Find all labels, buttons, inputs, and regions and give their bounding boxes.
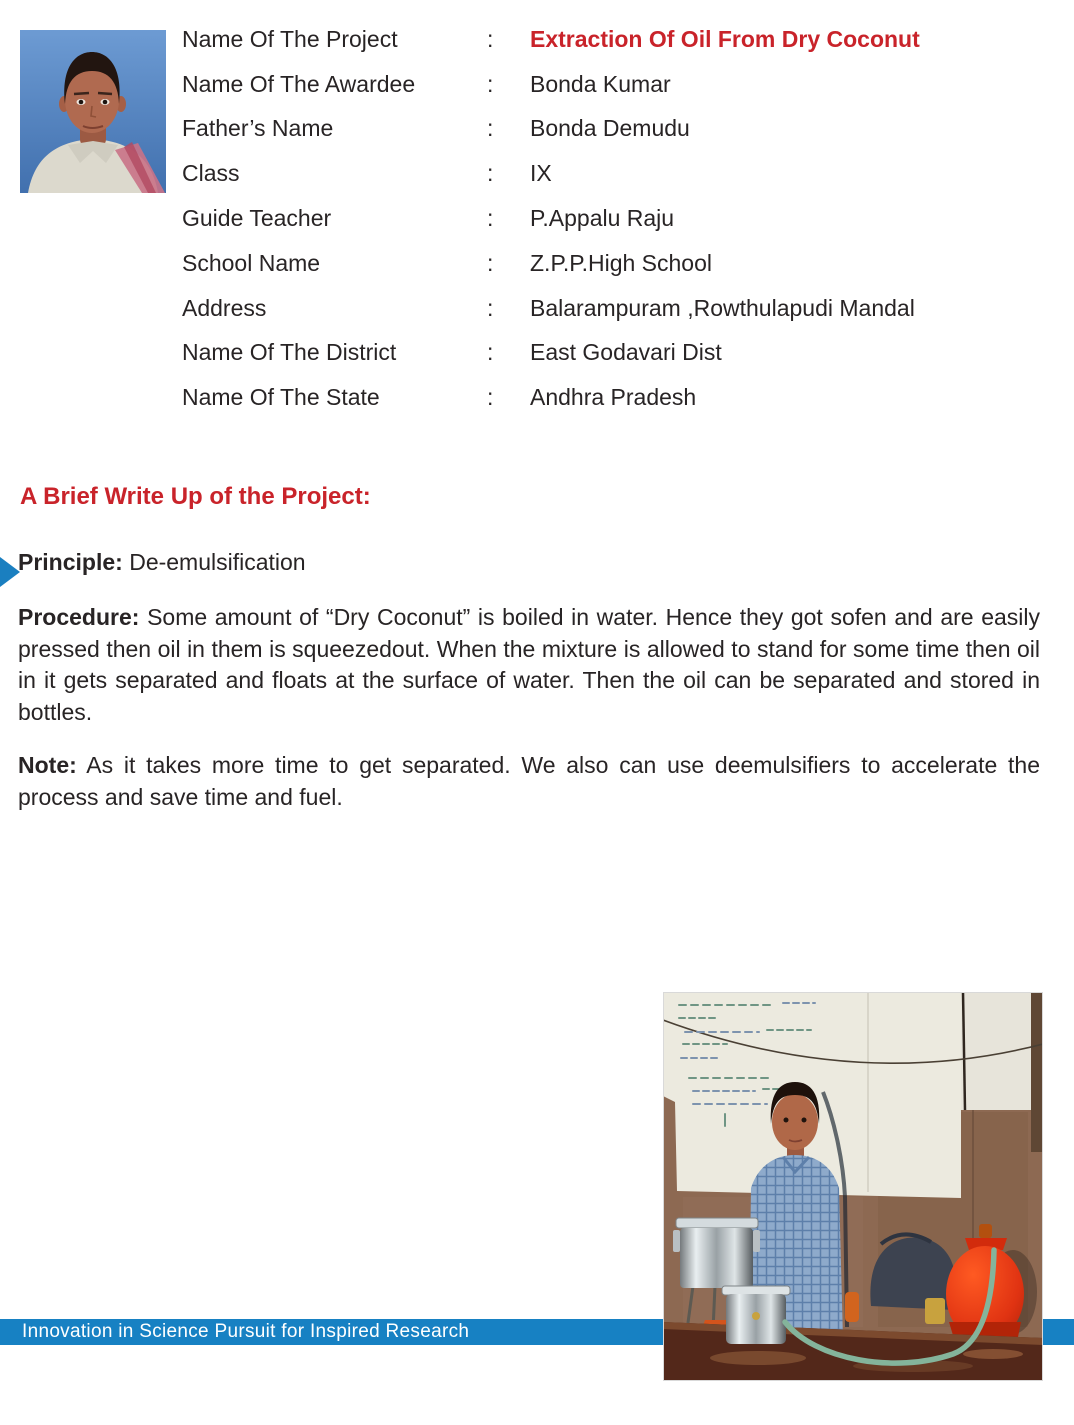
pupil-right — [103, 100, 108, 105]
profile-row-address — [182, 286, 1054, 331]
row-colon: : — [487, 205, 494, 232]
brow-left — [74, 93, 89, 94]
project-photo — [663, 992, 1043, 1381]
profile-row-district — [182, 331, 1054, 376]
arrow-right-icon — [0, 557, 20, 587]
row-colon: : — [487, 25, 494, 52]
row-colon: : — [487, 249, 494, 276]
profile-row-class — [182, 151, 1054, 196]
profile-row-father — [182, 107, 1054, 152]
awardee-photo-image — [20, 30, 166, 193]
door-edge — [1031, 992, 1043, 1152]
steel-pot-front — [722, 1286, 790, 1344]
pupil-left — [79, 100, 84, 105]
row-label: Father’s Name — [182, 115, 334, 142]
row-label: Name Of The Project — [182, 25, 398, 52]
row-colon: : — [487, 339, 494, 366]
principle-label: Principle: — [18, 549, 123, 575]
row-colon: : — [487, 115, 494, 142]
pot-handle-left — [673, 1230, 680, 1252]
row-colon: : — [487, 384, 494, 411]
principle-text: De-emulsification — [129, 549, 306, 575]
row-label: Guide Teacher — [182, 205, 332, 232]
steel-pot-large — [680, 1228, 753, 1288]
row-colon: : — [487, 294, 494, 321]
white-panel-right — [961, 992, 1031, 1110]
row-value: Balarampuram ,Rowthulapudi Mandal — [530, 294, 915, 321]
row-label: Name Of The Awardee — [182, 70, 416, 97]
orange-bottle — [845, 1292, 859, 1322]
table-reflection — [710, 1351, 806, 1365]
row-label: Address — [182, 294, 267, 321]
row-value: P.Appalu Raju — [530, 205, 675, 232]
awardee-photo — [20, 30, 166, 193]
writeup-heading: A Brief Write Up of the Project: — [20, 483, 371, 510]
row-label: Name Of The State — [182, 384, 380, 411]
row-value: Andhra Pradesh — [530, 384, 697, 411]
note-text: As it takes more time to get separated. We also can use deemulsifiers to accelerate the process and save time and fuel. — [18, 752, 1040, 810]
pot-rim — [676, 1218, 758, 1228]
profile-row-project — [182, 17, 1054, 62]
profile-row-awardee — [182, 62, 1054, 107]
row-value: East Godavari Dist — [530, 339, 722, 366]
brow-right — [98, 93, 112, 94]
pot-badge — [752, 1312, 760, 1320]
project-photo-image — [663, 992, 1043, 1381]
row-label: Name Of The District — [182, 339, 397, 366]
row-value: Z.P.P.High School — [530, 249, 712, 276]
cylinder-valve — [979, 1224, 992, 1238]
row-colon: : — [487, 160, 494, 187]
profile-row-school — [182, 241, 1054, 286]
row-colon: : — [487, 70, 494, 97]
pot-handle-right — [753, 1230, 760, 1252]
footer-text: Innovation in Science Pursuit for Inspired Research — [22, 1321, 470, 1342]
table-reflection — [963, 1349, 1023, 1359]
row-value: Bonda Kumar — [530, 70, 671, 97]
row-value: IX — [530, 160, 552, 187]
profile-row-state — [182, 375, 1054, 420]
row-label: School Name — [182, 249, 321, 276]
principle-line — [18, 547, 306, 579]
procedure-text: Some amount of “Dry Coconut” is boiled in water. Hence they got sofen and are easily pressed then oil in them is squeezedout. When the mixture is allowed to stand for some time then oil in it gets separated and floats at the surface of water. Then the oil can be separated and stored in bottles. — [18, 604, 1040, 725]
procedure-label: Procedure: — [18, 604, 140, 630]
pot-rim — [722, 1286, 790, 1295]
eye-left — [784, 1118, 789, 1123]
eye-right — [802, 1118, 807, 1123]
yellow-container — [925, 1298, 945, 1324]
profile-table — [182, 17, 1054, 420]
profile-row-guide — [182, 196, 1054, 241]
procedure-paragraph — [18, 602, 1040, 728]
note-paragraph — [18, 750, 1040, 813]
row-value: Bonda Demudu — [530, 115, 690, 142]
project-title: Extraction Of Oil From Dry Coconut — [530, 25, 920, 52]
note-label: Note: — [18, 752, 77, 778]
row-label: Class — [182, 160, 240, 187]
